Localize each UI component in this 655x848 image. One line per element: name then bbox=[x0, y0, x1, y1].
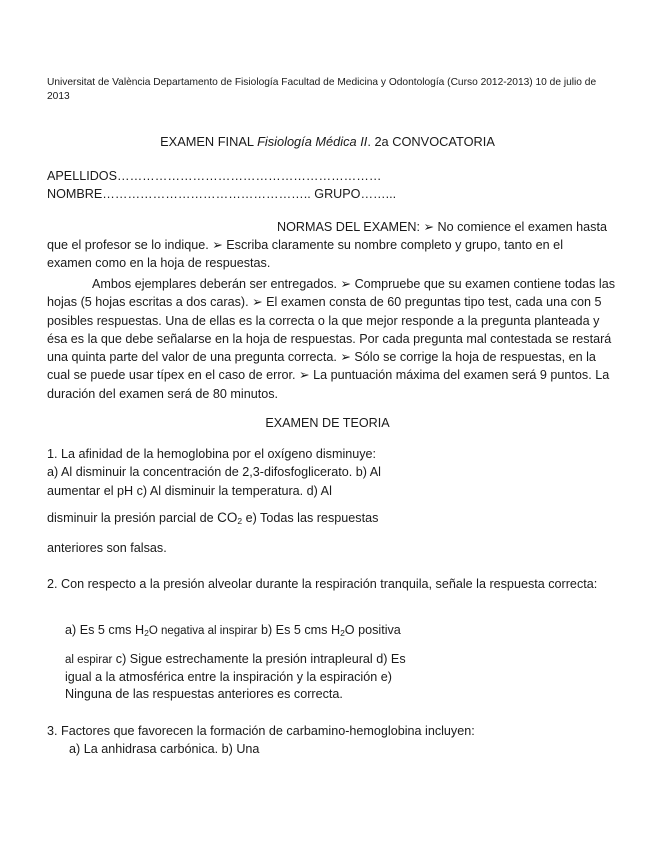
question-1-line-2: aumentar el pH c) Al disminuir la temperatura. d) Al bbox=[47, 483, 332, 498]
question-1-line-1: a) Al disminuir la concentración de 2,3-difosfoglicerato. b) Al bbox=[47, 465, 381, 480]
question-1 bbox=[47, 445, 607, 500]
document-header: Universitat de València Departamento de Fisiología Facultad de Medicina y Odontología (Curso 2012-2013) 10 de julio de 2013 bbox=[47, 77, 597, 102]
question-2-stem: 2. Con respecto a la presión alveolar durante la respiración tranquila, señale la respuesta correcta: bbox=[47, 577, 598, 591]
co2-formula bbox=[217, 510, 242, 525]
exam-title-suffix: . 2a CONVOCATORIA bbox=[367, 134, 495, 149]
exam-title bbox=[0, 133, 655, 151]
question-2-line-1 bbox=[65, 621, 605, 642]
question-2-b-post: O positiva bbox=[344, 623, 401, 637]
question-2-a-subscript: 2 bbox=[144, 628, 149, 638]
question-2-line-4: Ninguna de las respuestas anteriores es correcta. bbox=[65, 687, 343, 701]
question-2-line-3: igual a la atmosférica entre la inspiración y la espiración e) bbox=[65, 670, 392, 684]
question-1-line-4: anteriores son falsas. bbox=[47, 541, 167, 555]
question-2-line-2 bbox=[65, 651, 605, 669]
co2-subscript: 2 bbox=[237, 516, 243, 526]
question-1-line-3 bbox=[47, 509, 607, 530]
normas-heading-line: NORMAS DEL EXAMEN: ➢ No comience el examen hasta bbox=[277, 220, 607, 234]
question-2-b-subscript: 2 bbox=[340, 628, 345, 638]
question-3-line-1: a) La anhidrasa carbónica. b) Una bbox=[69, 742, 260, 756]
question-2-line-2-rest: c) Sigue estrechamente la presión intrapleural d) Es bbox=[112, 652, 406, 666]
apellidos-field: APELLIDOS……………………………………………………… bbox=[47, 169, 382, 183]
question-2-line-2-small: al espirar bbox=[65, 654, 113, 666]
question-2-b-pre: b) Es 5 cms H bbox=[257, 623, 341, 637]
normas-paragraph: Ambos ejemplares deberán ser entregados. ➢ Compruebe que su examen contiene todas las hojas (5 hojas escritas a dos caras). ➢ El examen consta de 60 preguntas tipo test, cada una con 5 posibles respuestas. Una de ellas es la correcta o la que mejor responde a la pregunta planteada y ésa es la que debe señalarse en la hoja de respuestas. Por cada pregunta mal contestada se restará una quinta parte del valor de una pregunta correcta. ➢ Sólo se corrige la hoja de respuestas, en la cual se puede usar típex en el caso de error. ➢ La puntuación máxima del examen será 9 puntos. La duración del examen será de 80 minutos. bbox=[47, 277, 616, 401]
question-2-a-mid: O negativa al inspirar bbox=[148, 625, 258, 637]
question-1-line-3-pre: disminuir la presión parcial de bbox=[47, 511, 218, 525]
question-3-stem: 3. Factores que favorecen la formación de carbamino-hemoglobina incluyen: bbox=[47, 724, 475, 738]
question-2-a-pre: a) Es 5 cms H bbox=[65, 623, 145, 637]
question-1-line-3-post: e) Todas las respuestas bbox=[242, 511, 379, 525]
nombre-grupo-field: NOMBRE………………………………………….. GRUPO……... bbox=[47, 187, 397, 201]
section-title: EXAMEN DE TEORIA bbox=[265, 416, 390, 430]
normas-continuation: que el profesor se lo indique. ➢ Escriba claramente su nombre completo y grupo, tanto en el examen como en la hoja de respuestas. bbox=[47, 238, 563, 271]
exam-title-subject: Fisiología Médica II bbox=[257, 134, 368, 149]
co2-base: CO bbox=[217, 510, 238, 525]
question-1-stem: 1. La afinidad de la hemoglobina por el oxígeno disminuye: bbox=[47, 447, 377, 461]
question-2-options bbox=[65, 651, 605, 703]
exam-title-prefix: EXAMEN FINAL bbox=[160, 134, 258, 149]
